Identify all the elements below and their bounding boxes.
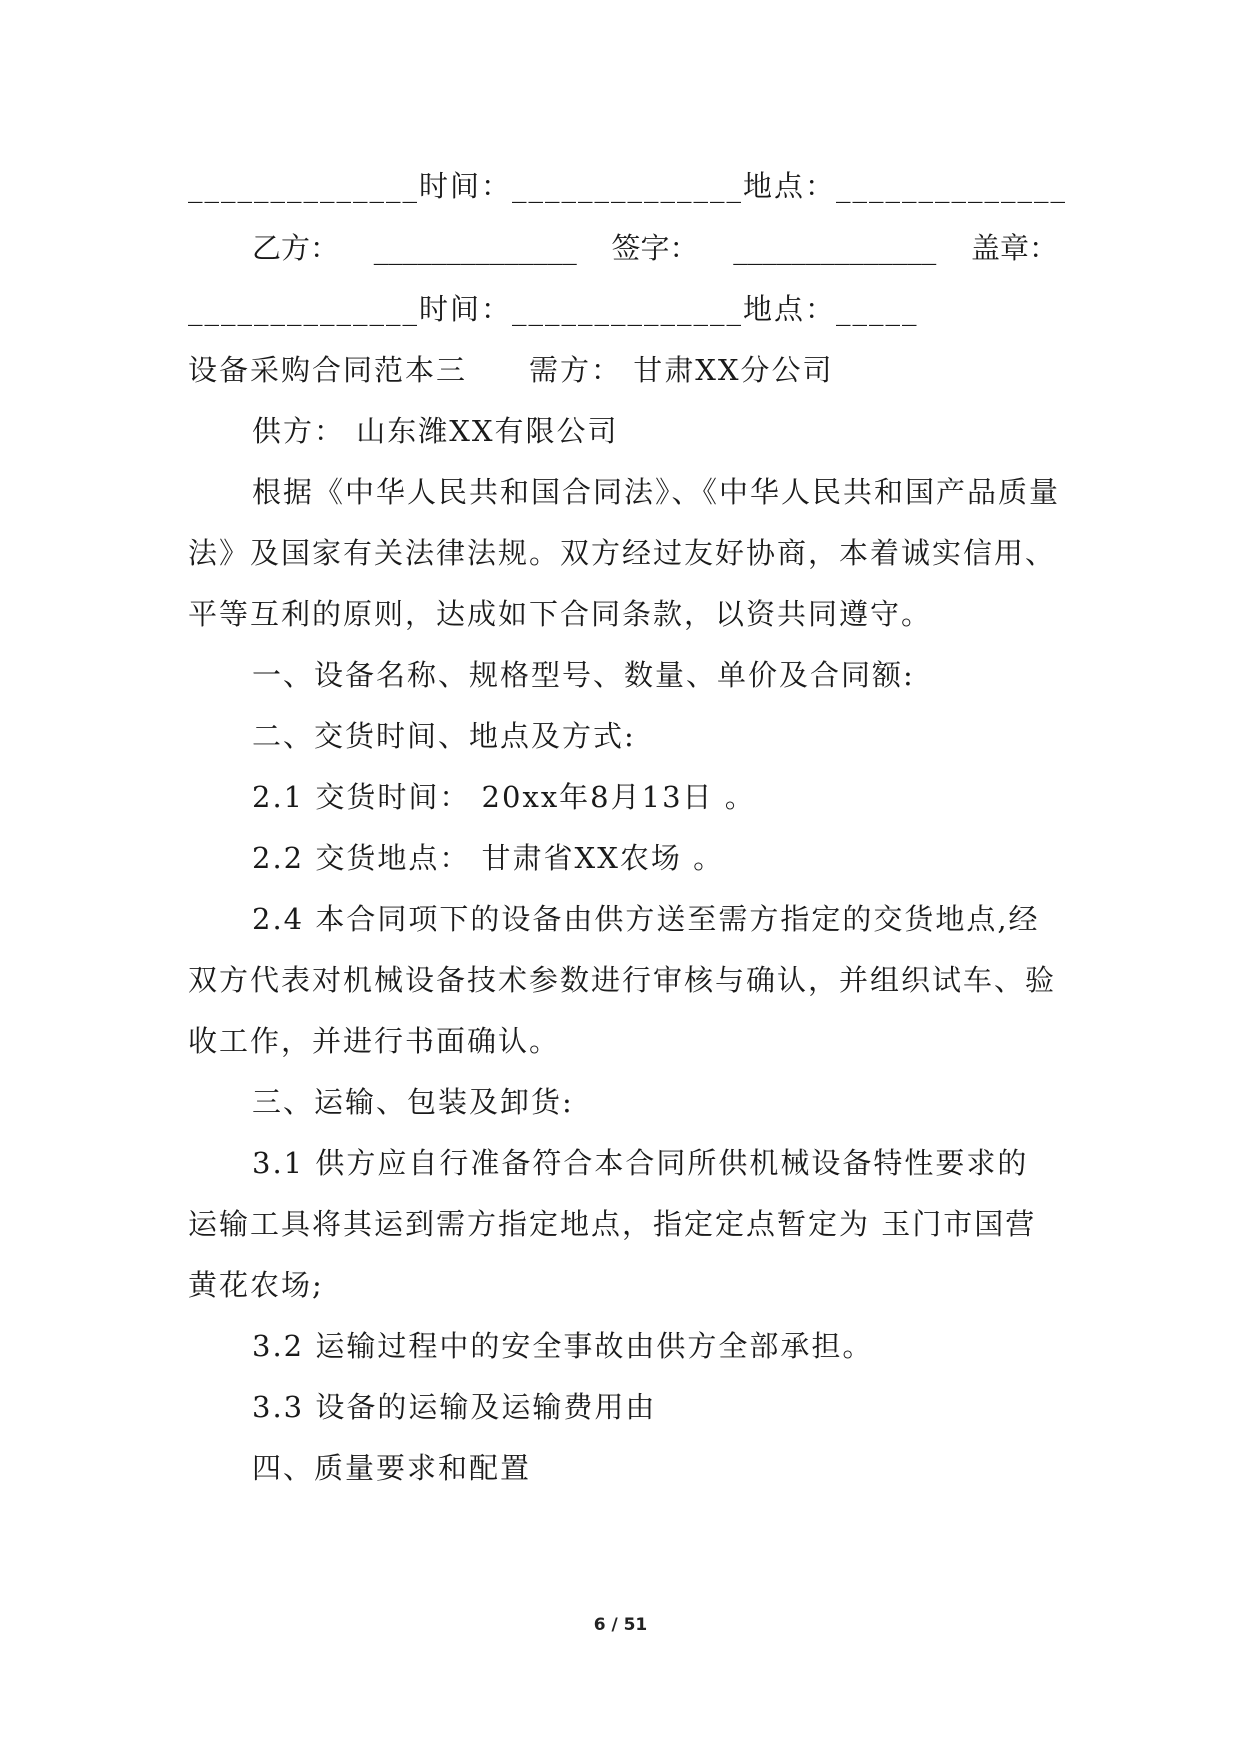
seal-label: 盖章： xyxy=(970,231,1058,265)
clause-2-1: 2.1 交货时间： 20xx年8月13日 。 xyxy=(252,780,756,814)
party-b-row xyxy=(252,228,1058,268)
paragraph-line: 法》及国家有关法律法规。双方经过友好协商，本着诚实信用、 xyxy=(188,536,1057,570)
clause-3-3: 3.3 设备的运输及运输费用由 xyxy=(252,1390,657,1424)
sign-blank: ______________ xyxy=(733,231,937,265)
sign-label: 签字： xyxy=(611,231,699,265)
paragraph-line: 黄花农场; xyxy=(188,1268,324,1302)
page-number: 6 / 51 xyxy=(593,1615,648,1635)
contract-title: 设备采购合同范本三 需方： 甘肃XX分公司 xyxy=(188,353,834,387)
section-heading-3: 三、运输、包装及卸货: xyxy=(252,1085,574,1119)
party-b-label: 乙方： xyxy=(252,231,340,265)
party-b-blank: ______________ xyxy=(373,231,577,265)
signature-line-a: ______________时间：______________地点：______________ xyxy=(188,169,1068,203)
section-heading-2: 二、交货时间、地点及方式: xyxy=(252,719,636,753)
paragraph-line: 运输工具将其运到需方指定地点，指定定点暂定为 玉门市国营 xyxy=(188,1207,1037,1241)
section-heading-1: 一、设备名称、规格型号、数量、单价及合同额: xyxy=(252,658,915,692)
section-heading-4: 四、质量要求和配置 xyxy=(252,1451,532,1485)
clause-3-1: 3.1 供方应自行准备符合本合同所供机械设备特性要求的 xyxy=(252,1146,1029,1180)
supplier-line: 供方： 山东潍XX有限公司 xyxy=(252,414,619,448)
paragraph-line: 双方代表对机械设备技术参数进行审核与确认，并组织试车、验 xyxy=(188,963,1057,997)
clause-2-4: 2.4 本合同项下的设备由供方送至需方指定的交货地点,经 xyxy=(252,902,1040,936)
signature-line-b: ______________时间：______________地点：_____ xyxy=(188,292,919,326)
paragraph-line: 平等互利的原则，达成如下合同条款，以资共同遵守。 xyxy=(188,597,933,631)
paragraph-line: 根据《中华人民共和国合同法》、《中华人民共和国产品质量 xyxy=(252,475,1061,509)
clause-2-2: 2.2 交货地点： 甘肃省XX农场 。 xyxy=(252,841,725,875)
paragraph-line: 收工作，并进行书面确认。 xyxy=(188,1024,561,1058)
clause-3-2: 3.2 运输过程中的安全事故由供方全部承担。 xyxy=(252,1329,874,1363)
